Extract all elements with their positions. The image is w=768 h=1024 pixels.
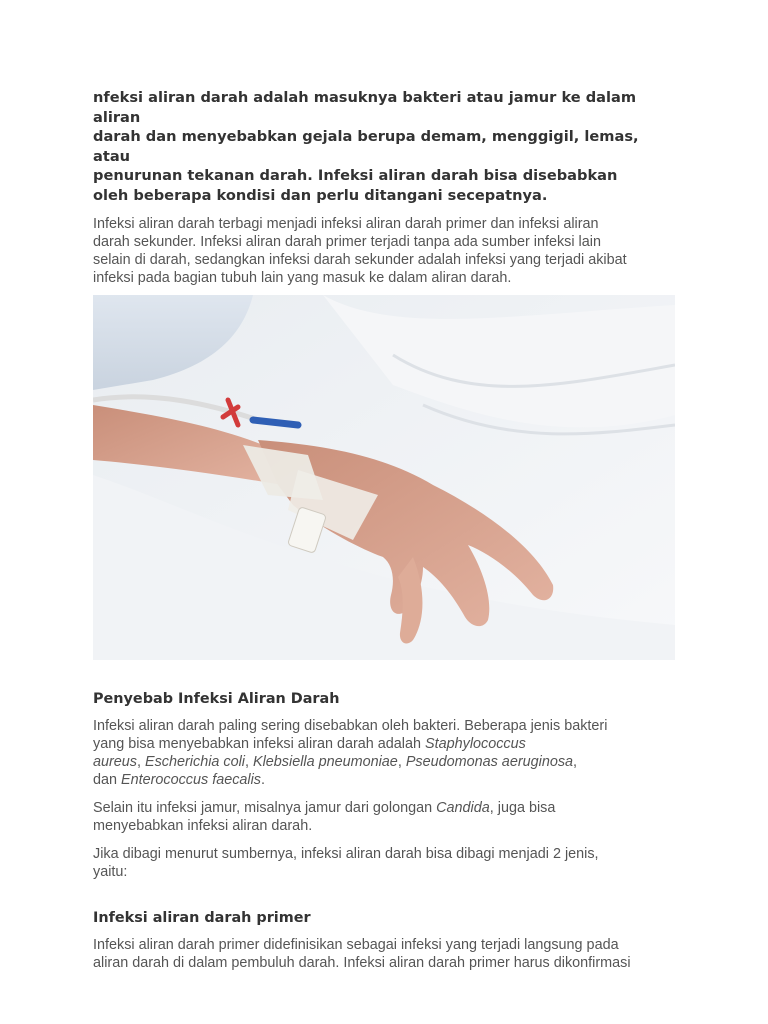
separator: , <box>397 754 406 770</box>
iv-hand-photo <box>93 295 675 660</box>
section-heading-cause: Penyebab Infeksi Aliran Darah <box>93 691 340 707</box>
iv-hand-illustration <box>93 295 675 660</box>
iv-connector <box>253 420 298 425</box>
lead-paragraph <box>93 88 678 205</box>
text-line: Infeksi aliran darah paling sering disebabkan oleh bakteri. Beberapa jenis bakteri <box>93 718 608 734</box>
species-name: Pseudomonas aeruginosa <box>405 754 574 770</box>
intro-line: darah sekunder. Infeksi aliran darah primer terjadi tanpa ada sumber infeksi lain <box>93 234 601 250</box>
text-line: Selain itu infeksi jamur, misalnya jamur dari golongan <box>93 800 437 816</box>
text-line: menyebabkan infeksi aliran darah. <box>93 818 313 834</box>
article-content <box>93 88 678 972</box>
genus-name: Candida <box>436 800 490 816</box>
text-line: Infeksi aliran darah primer didefinisikan sebagai infeksi yang terjadi langsung pada <box>93 937 619 953</box>
types-paragraph <box>93 845 678 881</box>
separator: , <box>573 754 578 770</box>
intro-line: Infeksi aliran darah terbagi menjadi infeksi aliran darah primer dan infeksi aliran <box>93 216 599 232</box>
cause-paragraph <box>93 717 678 789</box>
separator: , <box>245 754 253 770</box>
text-line: yang bisa menyebabkan infeksi aliran darah adalah <box>93 736 426 752</box>
species-name: Enterococcus faecalis <box>121 772 261 788</box>
text-line: aliran darah di dalam pembuluh darah. Infeksi aliran darah primer harus dikonfirmasi <box>93 955 631 971</box>
species-name: Escherichia coli <box>145 754 245 770</box>
lead-line: penurunan tekanan darah. Infeksi aliran darah bisa disebabkan <box>93 167 618 184</box>
intro-line: infeksi pada bagian tubuh lain yang masuk ke dalam aliran darah. <box>93 270 512 286</box>
lead-line: nfeksi aliran darah adalah masuknya bakteri atau jamur ke dalam aliran <box>93 89 637 126</box>
lead-line: oleh beberapa kondisi dan perlu ditangani secepatnya. <box>93 186 548 204</box>
lead-line: darah dan menyebabkan gejala berupa demam, menggigil, lemas, atau <box>93 128 639 165</box>
text-line: Jika dibagi menurut sumbernya, infeksi aliran darah bisa dibagi menjadi 2 jenis, <box>93 846 599 862</box>
species-name: Klebsiella pneumoniae <box>253 754 398 770</box>
intro-line: selain di darah, sedangkan infeksi darah sekunder adalah infeksi yang terjadi akibat <box>93 252 627 268</box>
text-line: dan <box>93 772 122 788</box>
species-name: Staphylococcus <box>425 736 526 752</box>
separator: . <box>261 772 265 788</box>
primary-paragraph <box>93 936 678 972</box>
fungus-paragraph <box>93 799 678 835</box>
text-line: , juga bisa <box>489 800 556 816</box>
text-line: yaitu: <box>93 864 128 880</box>
separator: , <box>137 754 146 770</box>
species-name: aureus <box>93 754 138 770</box>
section-heading-primary: Infeksi aliran darah primer <box>93 910 311 926</box>
intro-paragraph <box>93 215 678 287</box>
